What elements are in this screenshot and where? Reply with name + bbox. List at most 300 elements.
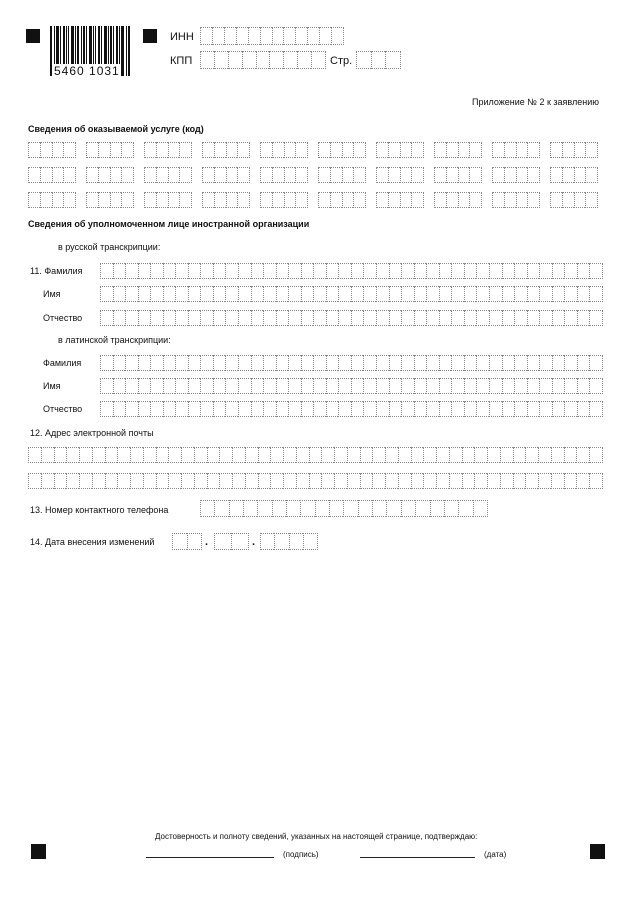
- input-cell: [143, 447, 156, 463]
- input-cell: [181, 473, 194, 489]
- input-cell: [125, 286, 138, 302]
- input-cell: [552, 378, 565, 394]
- input-cell: [207, 447, 220, 463]
- service-code-cell-group[interactable]: [28, 192, 76, 208]
- input-cell: [121, 167, 134, 183]
- input-cell: [270, 447, 283, 463]
- input-cell: [92, 447, 105, 463]
- service-code-cell-group[interactable]: [86, 167, 134, 183]
- input-cell: [439, 263, 452, 279]
- input-cell: [426, 310, 439, 326]
- service-code-cell-group[interactable]: [550, 167, 598, 183]
- input-cell: [446, 192, 458, 208]
- input-cell: [138, 378, 151, 394]
- input-cell: [200, 286, 213, 302]
- input-cell: [330, 142, 342, 158]
- input-cell: [110, 192, 122, 208]
- input-cell: [276, 263, 289, 279]
- input-cell: [446, 167, 458, 183]
- input-cell: [28, 473, 41, 489]
- input-cell: [449, 473, 462, 489]
- input-cell: [260, 192, 272, 208]
- input-cell: [576, 447, 589, 463]
- input-cell: [500, 447, 513, 463]
- email-field-line-1[interactable]: [28, 447, 603, 463]
- input-cell: [40, 142, 52, 158]
- input-cell: [263, 355, 276, 371]
- input-cell: [363, 401, 376, 417]
- input-cell: [284, 192, 296, 208]
- input-cell: [163, 286, 176, 302]
- input-cell: [276, 378, 289, 394]
- input-cell: [564, 473, 577, 489]
- input-cell: [163, 401, 176, 417]
- input-cell: [376, 355, 389, 371]
- input-cell: [489, 355, 502, 371]
- input-cell: [225, 310, 238, 326]
- input-cell: [245, 447, 258, 463]
- input-cell: [342, 167, 354, 183]
- input-cell: [238, 263, 251, 279]
- input-cell: [489, 310, 502, 326]
- service-code-cell-group[interactable]: [202, 142, 250, 158]
- input-cell: [226, 192, 238, 208]
- input-cell: [464, 401, 477, 417]
- input-cell: [353, 142, 366, 158]
- input-cell: [270, 473, 283, 489]
- input-cell: [238, 310, 251, 326]
- input-cell: [219, 473, 232, 489]
- input-cell: [372, 473, 385, 489]
- input-cell: [562, 192, 574, 208]
- input-cell: [564, 447, 577, 463]
- input-cell: [458, 500, 472, 517]
- input-cell: [98, 167, 110, 183]
- input-cell: [513, 447, 526, 463]
- date-month-field[interactable]: [214, 533, 249, 550]
- input-cell: [564, 310, 577, 326]
- name-lat-field[interactable]: [100, 378, 603, 394]
- service-code-cell-group[interactable]: [260, 142, 308, 158]
- input-cell: [200, 263, 213, 279]
- input-cell: [202, 167, 214, 183]
- input-cell: [514, 286, 527, 302]
- input-cell: [79, 473, 92, 489]
- input-cell: [286, 500, 300, 517]
- input-cell: [100, 263, 113, 279]
- input-cell: [551, 447, 564, 463]
- input-cell: [451, 286, 464, 302]
- input-cell: [476, 401, 489, 417]
- input-cell: [462, 473, 475, 489]
- service-code-cell-group[interactable]: [376, 167, 424, 183]
- input-cell: [309, 473, 322, 489]
- input-cell: [113, 310, 126, 326]
- service-code-cell-group[interactable]: [492, 167, 540, 183]
- input-cell: [504, 142, 516, 158]
- service-code-cell-group[interactable]: [28, 142, 76, 158]
- input-cell: [318, 142, 330, 158]
- input-cell: [276, 310, 289, 326]
- input-cell: [550, 192, 562, 208]
- input-cell: [232, 447, 245, 463]
- input-cell: [138, 263, 151, 279]
- service-code-cell-group[interactable]: [550, 142, 598, 158]
- input-cell: [338, 401, 351, 417]
- input-cell: [258, 447, 271, 463]
- input-cell: [117, 473, 130, 489]
- signature-caption: (подпись): [283, 850, 319, 859]
- input-cell: [577, 286, 590, 302]
- input-cell: [353, 192, 366, 208]
- input-cell: [326, 263, 339, 279]
- input-cell: [458, 142, 470, 158]
- input-cell: [301, 263, 314, 279]
- input-cell: [313, 263, 326, 279]
- input-cell: [363, 263, 376, 279]
- input-cell: [214, 142, 226, 158]
- input-cell: [414, 378, 427, 394]
- input-cell: [458, 192, 470, 208]
- input-cell: [284, 167, 296, 183]
- input-cell: [577, 263, 590, 279]
- email-label: 12. Адрес электронной почты: [30, 428, 154, 438]
- input-cell: [207, 473, 220, 489]
- input-cell: [487, 473, 500, 489]
- input-cell: [200, 401, 213, 417]
- service-code-cell-group[interactable]: [434, 142, 482, 158]
- input-cell: [313, 378, 326, 394]
- input-cell: [389, 286, 402, 302]
- input-cell: [66, 473, 79, 489]
- input-cell: [423, 473, 436, 489]
- input-cell: [272, 167, 284, 183]
- input-cell: [100, 355, 113, 371]
- date-line[interactable]: [360, 857, 475, 858]
- corner-marker-bottom-left: [31, 844, 46, 859]
- patronymic-lat-field[interactable]: [100, 401, 603, 417]
- input-cell: [63, 192, 76, 208]
- input-cell: [363, 286, 376, 302]
- input-cell: [539, 355, 552, 371]
- service-section-title: Сведения об оказываемой услуге (код): [28, 124, 204, 134]
- input-cell: [263, 401, 276, 417]
- input-cell: [589, 286, 603, 302]
- input-cell: [451, 355, 464, 371]
- input-cell: [389, 310, 402, 326]
- input-cell: [414, 263, 427, 279]
- input-cell: [251, 310, 264, 326]
- input-cell: [436, 473, 449, 489]
- surname-ru-label: 11. Фамилия: [30, 266, 83, 276]
- input-cell: [251, 286, 264, 302]
- input-cell: [295, 167, 308, 183]
- input-cell: [40, 167, 52, 183]
- input-cell: [527, 310, 540, 326]
- input-cell: [243, 500, 257, 517]
- input-cell: [28, 167, 40, 183]
- service-code-cell-group[interactable]: [144, 142, 192, 158]
- input-cell: [476, 263, 489, 279]
- input-cell: [110, 142, 122, 158]
- input-cell: [386, 500, 400, 517]
- input-cell: [398, 447, 411, 463]
- input-cell: [564, 263, 577, 279]
- input-cell: [330, 167, 342, 183]
- input-cell: [389, 401, 402, 417]
- input-cell: [464, 378, 477, 394]
- service-code-cell-group[interactable]: [202, 192, 250, 208]
- input-cell: [28, 192, 40, 208]
- service-code-cell-group[interactable]: [318, 142, 366, 158]
- input-cell: [363, 378, 376, 394]
- date-day-field[interactable]: [172, 533, 202, 550]
- input-cell: [574, 142, 586, 158]
- service-code-cell-group[interactable]: [318, 192, 366, 208]
- date-year-field[interactable]: [260, 533, 318, 550]
- service-code-cell-group[interactable]: [434, 192, 482, 208]
- input-cell: [564, 355, 577, 371]
- inn-field[interactable]: [200, 27, 344, 45]
- input-cell: [263, 310, 276, 326]
- input-cell: [525, 447, 538, 463]
- input-cell: [237, 142, 250, 158]
- input-cell: [552, 263, 565, 279]
- input-cell: [168, 447, 181, 463]
- input-cell: [513, 473, 526, 489]
- input-cell: [168, 142, 180, 158]
- input-cell: [474, 447, 487, 463]
- input-cell: [214, 167, 226, 183]
- input-cell: [363, 355, 376, 371]
- input-cell: [330, 192, 342, 208]
- input-cell: [79, 447, 92, 463]
- input-cell: [301, 310, 314, 326]
- input-cell: [225, 401, 238, 417]
- input-cell: [213, 378, 226, 394]
- input-cell: [527, 378, 540, 394]
- service-code-cell-group[interactable]: [260, 167, 308, 183]
- input-cell: [54, 447, 67, 463]
- input-cell: [301, 401, 314, 417]
- input-cell: [213, 286, 226, 302]
- input-cell: [527, 142, 540, 158]
- input-cell: [338, 355, 351, 371]
- input-cell: [436, 447, 449, 463]
- input-cell: [168, 192, 180, 208]
- input-cell: [585, 142, 598, 158]
- input-cell: [347, 473, 360, 489]
- input-cell: [113, 401, 126, 417]
- input-cell: [502, 355, 515, 371]
- person-section-title: Сведения об уполномоченном лице иностранной организации: [28, 219, 310, 229]
- service-code-cell-group[interactable]: [86, 192, 134, 208]
- input-cell: [188, 355, 201, 371]
- input-cell: [489, 401, 502, 417]
- input-cell: [213, 310, 226, 326]
- input-cell: [444, 500, 458, 517]
- input-cell: [589, 263, 603, 279]
- input-cell: [401, 500, 415, 517]
- input-cell: [98, 142, 110, 158]
- service-code-cell-group[interactable]: [550, 192, 598, 208]
- input-cell: [353, 167, 366, 183]
- input-cell: [502, 286, 515, 302]
- page-number-field[interactable]: [356, 51, 401, 69]
- input-cell: [238, 378, 251, 394]
- kpp-field[interactable]: [200, 51, 326, 69]
- input-cell: [313, 355, 326, 371]
- input-cell: [272, 142, 284, 158]
- input-cell: [577, 355, 590, 371]
- input-cell: [300, 500, 314, 517]
- input-cell: [401, 401, 414, 417]
- service-code-cell-group[interactable]: [144, 167, 192, 183]
- input-cell: [338, 286, 351, 302]
- input-cell: [52, 142, 64, 158]
- input-cell: [385, 473, 398, 489]
- input-cell: [574, 167, 586, 183]
- input-cell: [276, 401, 289, 417]
- input-cell: [388, 167, 400, 183]
- input-cell: [100, 378, 113, 394]
- input-cell: [175, 355, 188, 371]
- name-ru-label: Имя: [43, 289, 61, 299]
- name-lat-label: Имя: [43, 381, 61, 391]
- input-cell: [551, 473, 564, 489]
- email-field-line-2[interactable]: [28, 473, 603, 489]
- input-cell: [514, 378, 527, 394]
- input-cell: [342, 192, 354, 208]
- input-cell: [225, 355, 238, 371]
- input-cell: [398, 473, 411, 489]
- input-cell: [66, 447, 79, 463]
- input-cell: [175, 286, 188, 302]
- service-code-cell-group[interactable]: [28, 167, 76, 183]
- input-cell: [589, 310, 603, 326]
- appendix-note: Приложение № 2 к заявлению: [472, 97, 599, 107]
- input-cell: [514, 401, 527, 417]
- input-cell: [138, 310, 151, 326]
- input-cell: [360, 447, 373, 463]
- input-cell: [502, 401, 515, 417]
- input-cell: [585, 167, 598, 183]
- input-cell: [564, 286, 577, 302]
- input-cell: [113, 378, 126, 394]
- input-cell: [552, 355, 565, 371]
- input-cell: [225, 378, 238, 394]
- input-cell: [257, 500, 271, 517]
- input-cell: [213, 263, 226, 279]
- input-cell: [342, 142, 354, 158]
- service-code-cell-group[interactable]: [492, 192, 540, 208]
- service-code-grid[interactable]: [28, 142, 602, 208]
- input-cell: [516, 142, 528, 158]
- input-cell: [514, 310, 527, 326]
- input-cell: [315, 500, 329, 517]
- input-cell: [550, 142, 562, 158]
- input-cell: [318, 167, 330, 183]
- input-cell: [487, 447, 500, 463]
- input-cell: [414, 286, 427, 302]
- input-cell: [449, 447, 462, 463]
- input-cell: [113, 286, 126, 302]
- input-cell: [179, 192, 192, 208]
- input-cell: [550, 167, 562, 183]
- input-cell: [144, 167, 156, 183]
- input-cell: [351, 401, 364, 417]
- input-cell: [98, 192, 110, 208]
- date-caption: (дата): [484, 850, 507, 859]
- input-cell: [175, 401, 188, 417]
- input-cell: [52, 167, 64, 183]
- name-ru-field[interactable]: [100, 286, 603, 302]
- service-code-cell-group[interactable]: [434, 167, 482, 183]
- input-cell: [434, 142, 446, 158]
- input-cell: [200, 355, 213, 371]
- input-cell: [415, 500, 429, 517]
- service-code-cell-group[interactable]: [202, 167, 250, 183]
- input-cell: [150, 401, 163, 417]
- input-cell: [200, 310, 213, 326]
- service-code-cell-group[interactable]: [376, 142, 424, 158]
- input-cell: [430, 500, 444, 517]
- input-cell: [400, 167, 412, 183]
- surname-lat-field[interactable]: [100, 355, 603, 371]
- patronymic-ru-field[interactable]: [100, 310, 603, 326]
- service-code-cell-group[interactable]: [318, 167, 366, 183]
- input-cell: [86, 142, 98, 158]
- input-cell: [125, 378, 138, 394]
- input-cell: [284, 142, 296, 158]
- input-cell: [156, 192, 168, 208]
- input-cell: [163, 310, 176, 326]
- patronymic-ru-label: Отчество: [43, 313, 83, 323]
- input-cell: [213, 355, 226, 371]
- input-cell: [318, 192, 330, 208]
- input-cell: [150, 310, 163, 326]
- service-code-cell-group[interactable]: [86, 142, 134, 158]
- input-cell: [238, 401, 251, 417]
- input-cell: [125, 263, 138, 279]
- input-cell: [434, 167, 446, 183]
- phone-field[interactable]: [200, 500, 488, 517]
- input-cell: [163, 263, 176, 279]
- input-cell: [334, 473, 347, 489]
- input-cell: [376, 310, 389, 326]
- surname-ru-field[interactable]: [100, 263, 603, 279]
- signature-line[interactable]: [146, 857, 274, 858]
- input-cell: [389, 378, 402, 394]
- input-cell: [351, 310, 364, 326]
- input-cell: [527, 167, 540, 183]
- input-cell: [41, 473, 54, 489]
- service-code-cell-group[interactable]: [376, 192, 424, 208]
- input-cell: [492, 192, 504, 208]
- input-cell: [389, 355, 402, 371]
- service-code-cell-group[interactable]: [492, 142, 540, 158]
- input-cell: [502, 310, 515, 326]
- input-cell: [225, 263, 238, 279]
- input-cell: [500, 473, 513, 489]
- service-code-cell-group[interactable]: [144, 192, 192, 208]
- input-cell: [446, 142, 458, 158]
- input-cell: [188, 263, 201, 279]
- service-code-cell-group[interactable]: [260, 192, 308, 208]
- input-cell: [358, 500, 372, 517]
- input-cell: [474, 473, 487, 489]
- input-cell: [372, 500, 386, 517]
